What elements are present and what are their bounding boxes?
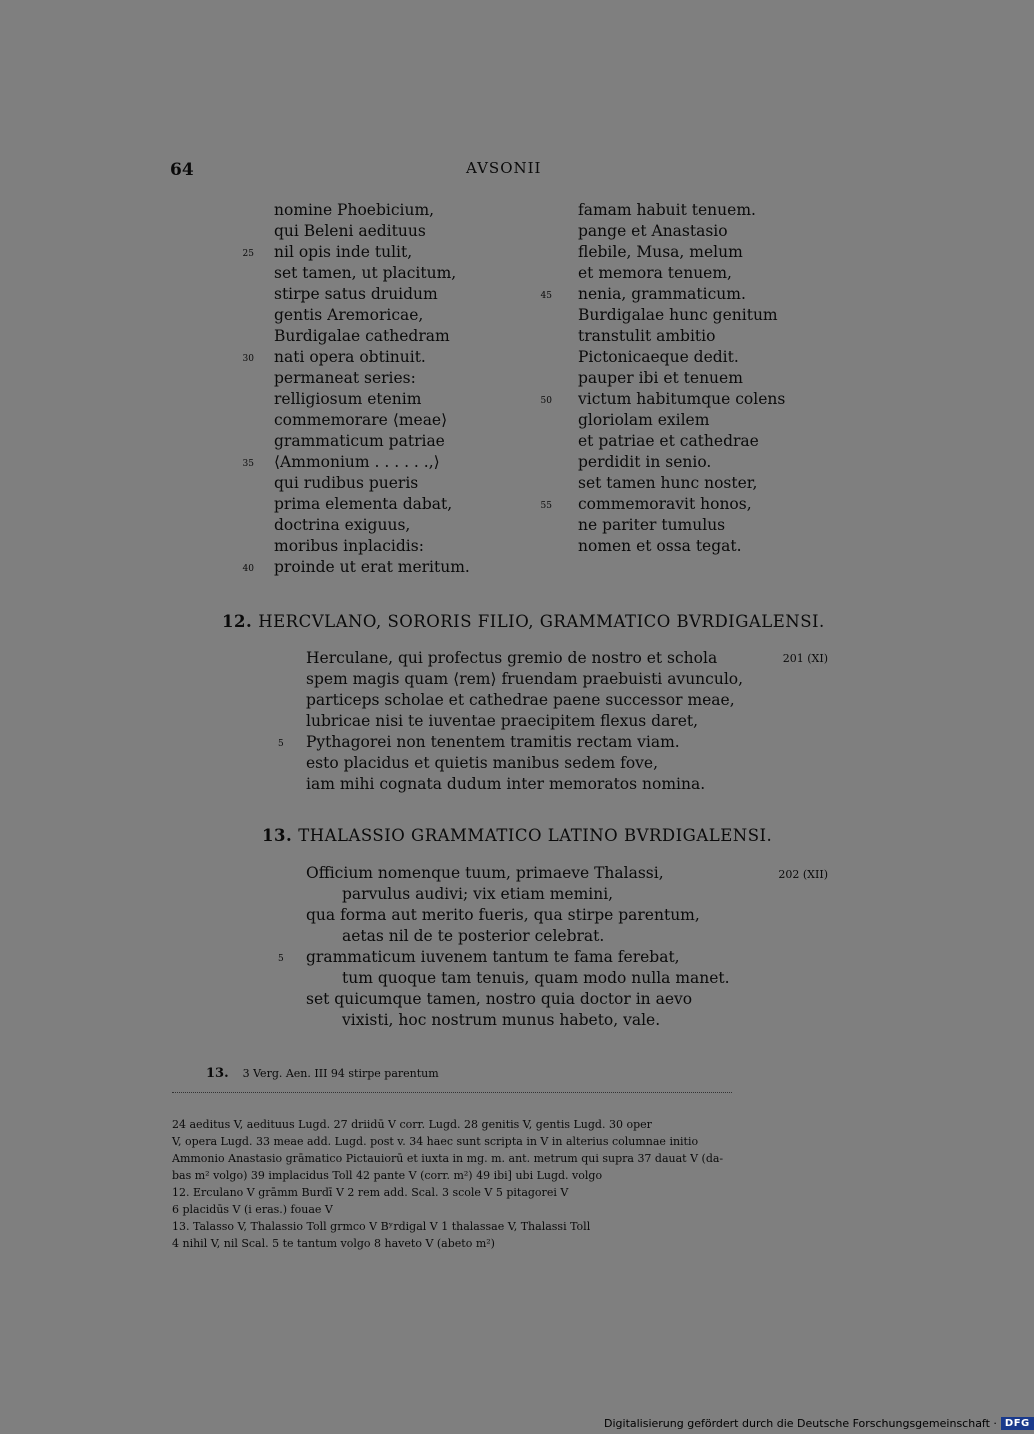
line-number: 25 (242, 249, 254, 259)
verse-text: nil opis inde tulit, (274, 243, 413, 261)
verse-text: set tamen, ut placitum, (274, 264, 457, 282)
verse-column-left (242, 200, 470, 578)
apparatus-line: 6 placidūs V (i eras.) fouae V (172, 1203, 333, 1216)
verse-line (274, 431, 470, 452)
verse-text: Burdigalae cathedram (274, 327, 450, 345)
verse-line (242, 242, 470, 263)
verse-line (306, 884, 730, 905)
verse-text: Officium nomenque tuum, primaeve Thalassi, (306, 864, 664, 882)
verse-text: gentis Aremoricae, (274, 306, 424, 324)
section-12-heading (222, 612, 825, 631)
testimonia-number: 13. (206, 1066, 229, 1081)
verse-text: Burdigalae hunc genitum (578, 306, 778, 324)
verse-line (578, 515, 785, 536)
verse-line (278, 732, 743, 753)
verse-text: Herculane, qui profectus gremio de nostro et schola (306, 649, 718, 667)
verse-line (274, 389, 470, 410)
line-number: 35 (242, 459, 254, 469)
verse-text: pauper ibi et tenuem (578, 369, 743, 387)
verse-line (274, 536, 470, 557)
section-13-reference: 202 (XII) (778, 868, 828, 881)
verse-line (274, 515, 470, 536)
verse-text: relligiosum etenim (274, 390, 422, 408)
verse-line (578, 326, 785, 347)
verse-line (578, 200, 785, 221)
verse-text: ⟨Ammonium . . . . . .,⟩ (274, 453, 440, 471)
verse-line (578, 473, 785, 494)
verse-line (274, 368, 470, 389)
page-number: 64 (170, 160, 194, 180)
verse-line (306, 648, 743, 669)
verse-line (274, 200, 470, 221)
testimonia-text: 3 Verg. Aen. III 94 stirpe parentum (242, 1067, 439, 1080)
section-12-title: HERCVLANO, SORORIS FILIO, GRAMMATICO BVRDIGALENSI. (258, 612, 825, 631)
verse-line (274, 305, 470, 326)
line-number: 50 (540, 396, 552, 406)
apparatus-line: 4 nihil V, nil Scal. 5 te tantum volgo 8 haveto V (abeto m²) (172, 1237, 495, 1250)
verse-text: perdidit in senio. (578, 453, 712, 471)
verse-text: et patriae et cathedrae (578, 432, 759, 450)
verse-line (274, 284, 470, 305)
verse-text: grammaticum patriae (274, 432, 445, 450)
verse-line (578, 536, 785, 557)
verse-text: particeps scholae et cathedrae paene successor meae, (306, 691, 735, 709)
verse-text: aetas nil de te posterior celebrat. (342, 927, 605, 945)
verse-line (274, 473, 470, 494)
verse-text: transtulit ambitio (578, 327, 716, 345)
verse-line (540, 494, 785, 515)
verse-text: gloriolam exilem (578, 411, 710, 429)
verse-line (578, 347, 785, 368)
dfg-footer (604, 1417, 1034, 1430)
line-number: 40 (242, 564, 254, 574)
verse-column-right (540, 200, 786, 557)
line-number: 30 (242, 354, 254, 364)
verse-text: qui rudibus pueris (274, 474, 419, 492)
verse-text: flebile, Musa, melum (578, 243, 743, 261)
verse-line (274, 326, 470, 347)
verse-line (242, 347, 470, 368)
verse-text: set tamen hunc noster, (578, 474, 758, 492)
verse-line (306, 669, 743, 690)
line-number: 5 (278, 739, 284, 749)
verse-line (278, 947, 730, 968)
verse-line (242, 557, 470, 578)
verse-text: spem magis quam ⟨rem⟩ fruendam praebuisti avunculo, (306, 670, 744, 688)
verse-line (540, 389, 786, 410)
verse-line (242, 452, 470, 473)
section-13-number: 13. (262, 826, 293, 845)
apparatus-line: 13. Talasso V, Thalassio Toll grmco V Bʸrdigal V 1 thalassae V, Thalassi Toll (172, 1220, 591, 1233)
verse-line (274, 494, 470, 515)
verse-text: proinde ut erat meritum. (274, 558, 470, 576)
verse-line (306, 968, 730, 989)
verse-line (578, 305, 785, 326)
testimonia (206, 1066, 439, 1081)
section-12-poem (278, 648, 744, 795)
dfg-footer-text: Digitalisierung gefördert durch die Deutsche Forschungsgemeinschaft · (604, 1417, 997, 1430)
verse-line (306, 711, 743, 732)
verse-line (540, 284, 785, 305)
verse-text: doctrina exiguus, (274, 516, 411, 534)
dfg-logo-icon: DFG (1001, 1417, 1034, 1430)
verse-text: victum habitumque colens (578, 390, 786, 408)
verse-text: tum quoque tam tenuis, quam modo nulla manet. (342, 969, 730, 987)
verse-line (306, 863, 730, 884)
apparatus-line: 24 aeditus V, aedituus Lugd. 27 driidū V corr. Lugd. 28 genitis V, gentis Lugd. 30 oper (172, 1118, 652, 1131)
section-12-reference: 201 (XI) (782, 652, 828, 665)
verse-line (306, 926, 730, 947)
verse-line (578, 452, 785, 473)
section-12-number: 12. (222, 612, 253, 631)
apparatus-line: V, opera Lugd. 33 meae add. Lugd. post v. 34 haec sunt scripta in V in alterius columnae initio (172, 1135, 699, 1148)
verse-line (274, 410, 470, 431)
verse-line (306, 774, 743, 795)
verse-line (306, 905, 730, 926)
section-13-poem (278, 863, 730, 1031)
running-title: AVSONII (466, 159, 542, 177)
line-number: 55 (540, 501, 552, 511)
verse-text: famam habuit tenuem. (578, 201, 756, 219)
verse-text: ne pariter tumulus (578, 516, 726, 534)
verse-text: esto placidus et quietis manibus sedem fove, (306, 754, 659, 772)
verse-line (578, 263, 785, 284)
verse-text: commemorare ⟨meae⟩ (274, 411, 448, 429)
apparatus-line: 12. Erculano V grāmm Burdī V 2 rem add. Scal. 3 scole V 5 pitagorei V (172, 1186, 569, 1199)
verse-line (578, 368, 785, 389)
verse-text: vixisti, hoc nostrum munus habeto, vale. (342, 1011, 661, 1029)
verse-line (578, 221, 785, 242)
apparatus-line: bas m² volgo) 39 implacidus Toll 42 pante V (corr. m²) 49 ibi] ubi Lugd. volgo (172, 1169, 603, 1182)
apparatus-line: Ammonio Anastasio grāmatico Pictauiorū et iuxta in mg. m. ant. metrum qui supra 37 dauat V (da- (172, 1152, 724, 1165)
verse-line (306, 1010, 730, 1031)
verse-text: nomine Phoebicium, (274, 201, 435, 219)
verse-text: Pythagorei non tenentem tramitis rectam viam. (306, 733, 680, 751)
verse-line (274, 221, 470, 242)
verse-line (306, 989, 730, 1010)
verse-line (578, 242, 785, 263)
verse-text: stirpe satus druidum (274, 285, 438, 303)
verse-text: parvulus audivi; vix etiam memini, (342, 885, 614, 903)
apparatus-divider (172, 1092, 732, 1093)
verse-line (274, 263, 470, 284)
verse-text: Pictonicaeque dedit. (578, 348, 739, 366)
verse-text: nenia, grammaticum. (578, 285, 746, 303)
verse-text: moribus inplacidis: (274, 537, 424, 555)
verse-line (306, 753, 743, 774)
verse-text: iam mihi cognata dudum inter memoratos nomina. (306, 775, 706, 793)
verse-text: set quicumque tamen, nostro quia doctor in aevo (306, 990, 693, 1008)
critical-apparatus (172, 1116, 832, 1252)
verse-line (578, 431, 785, 452)
verse-text: grammaticum iuvenem tantum te fama ferebat, (306, 948, 680, 966)
verse-text: qua forma aut merito fueris, qua stirpe parentum, (306, 906, 700, 924)
section-13-heading (262, 826, 772, 845)
verse-line (578, 410, 785, 431)
line-number: 5 (278, 954, 284, 964)
verse-text: pange et Anastasio (578, 222, 728, 240)
verse-line (306, 690, 743, 711)
verse-text: prima elementa dabat, (274, 495, 453, 513)
verse-text: commemoravit honos, (578, 495, 752, 513)
verse-text: et memora tenuem, (578, 264, 732, 282)
verse-text: nomen et ossa tegat. (578, 537, 742, 555)
verse-text: qui Beleni aedituus (274, 222, 426, 240)
line-number: 45 (540, 291, 552, 301)
section-13-title: THALASSIO GRAMMATICO LATINO BVRDIGALENSI. (298, 826, 773, 845)
verse-text: lubricae nisi te iuventae praecipitem flexus daret, (306, 712, 699, 730)
verse-text: permaneat series: (274, 369, 416, 387)
verse-text: nati opera obtinuit. (274, 348, 426, 366)
